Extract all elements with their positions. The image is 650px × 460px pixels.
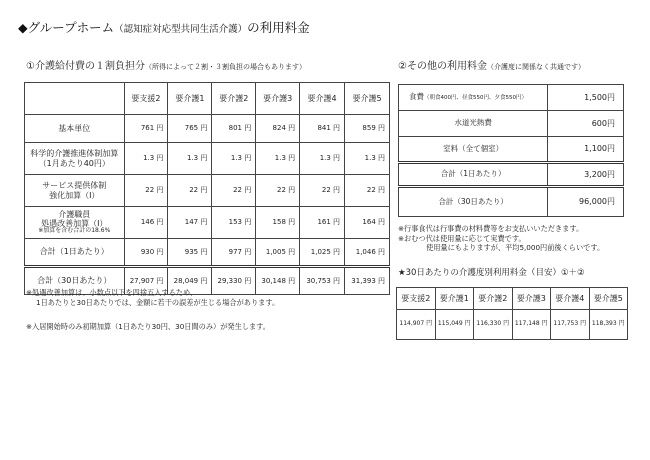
- header-cell: 要介護5: [589, 288, 628, 310]
- value-cell: 765 円: [168, 115, 212, 143]
- header-cell: 要介護3: [256, 83, 300, 115]
- row-label: 合計（1日あたり）: [399, 163, 548, 187]
- value-cell: 30,148 円: [256, 267, 300, 295]
- value-cell: 29,330 円: [212, 267, 256, 295]
- value-cell: 158 円: [256, 207, 300, 239]
- row-label: 合計（30日あたり）: [25, 267, 125, 295]
- header-cell: 要支援2: [124, 83, 168, 115]
- value-cell: 22 円: [168, 175, 212, 207]
- value-cell: 930 円: [124, 239, 168, 267]
- value-cell: 1,046 円: [345, 239, 390, 267]
- value-cell: 859 円: [345, 115, 390, 143]
- header-cell: 要介護2: [474, 288, 513, 310]
- header-cell: 要介護3: [512, 288, 551, 310]
- table-row: [399, 137, 624, 163]
- value-cell: 824 円: [256, 115, 300, 143]
- care-fee-header-row: [25, 83, 390, 115]
- value-cell: 147 円: [168, 207, 212, 239]
- row-label-block: [399, 85, 548, 111]
- row-label: サービス提供体制 強化加算（Ⅰ）: [25, 175, 125, 207]
- row-detail: （朝食400円、昼食550円、夕食550円）: [424, 95, 527, 102]
- value-cell: 1,005 円: [256, 239, 300, 267]
- row-label: 食費: [409, 92, 424, 102]
- right-notes: [398, 224, 604, 253]
- value-cell: 1,100円: [548, 137, 624, 163]
- value-cell: 1.3 円: [345, 143, 390, 175]
- row-label: 合計（30日あたり）: [399, 187, 548, 217]
- value-cell: 1.3 円: [212, 143, 256, 175]
- value-cell: 161 円: [300, 207, 345, 239]
- value-cell: 935 円: [168, 239, 212, 267]
- value-cell: 22 円: [345, 175, 390, 207]
- monthly-value-row: [397, 310, 628, 340]
- row-label: 科学的介護推進体制加算 （1月あたり40円）: [25, 143, 125, 175]
- row-label: 基本単位: [25, 115, 125, 143]
- header-cell: 要介護1: [435, 288, 474, 310]
- value-cell: 22 円: [256, 175, 300, 207]
- table-row: [25, 207, 390, 239]
- table-row: [399, 111, 624, 137]
- value-cell: 30,753 円: [300, 267, 345, 295]
- section2-label: ②その他の利用料金: [398, 61, 487, 72]
- row-label: 合計（1日あたり）: [25, 239, 125, 267]
- row-label: 介護職員 処遇改善加算（Ⅰ）: [41, 209, 108, 229]
- diamond-icon: ◆: [18, 20, 28, 35]
- value-cell: 1,500円: [548, 85, 624, 111]
- value-cell: 1.3 円: [300, 143, 345, 175]
- value-cell: 1.3 円: [124, 143, 168, 175]
- value-cell: 117,753 円: [551, 310, 590, 340]
- monthly-estimate-table: [396, 287, 628, 340]
- table-row: [399, 163, 624, 187]
- value-cell: 22 円: [212, 175, 256, 207]
- section3-heading: ★30日あたりの介護度別利用料金（目安）①＋②: [398, 268, 585, 278]
- value-cell: 146 円: [124, 207, 168, 239]
- header-cell: 要介護4: [551, 288, 590, 310]
- value-cell: 31,393 円: [345, 267, 390, 295]
- value-cell: 22 円: [124, 175, 168, 207]
- row-label-block: [25, 207, 125, 239]
- note-line: 使用量にもよりますが、平均5,000円前後くらいです。: [426, 243, 605, 253]
- care-fee-table: [24, 82, 390, 295]
- value-cell: 164 円: [345, 207, 390, 239]
- table-row: [25, 175, 390, 207]
- other-fee-table: [398, 84, 624, 217]
- note-line: ※行事食代は行事費の材料費等をお支払いいただきます。: [398, 224, 584, 233]
- section2-heading: [398, 57, 585, 72]
- header-cell: 要介護1: [168, 83, 212, 115]
- value-cell: 22 円: [300, 175, 345, 207]
- value-cell: 114,907 円: [397, 310, 436, 340]
- value-cell: 27,907 円: [124, 267, 168, 295]
- note-line: 1日あたりと30日あたりでは、金額に若干の誤差が生じる場合があります。: [36, 297, 280, 307]
- value-cell: 1.3 円: [256, 143, 300, 175]
- table-row: [399, 187, 624, 217]
- value-cell: 761 円: [124, 115, 168, 143]
- header-cell: 要介護2: [212, 83, 256, 115]
- monthly-header-row: [397, 288, 628, 310]
- value-cell: 1,025 円: [300, 239, 345, 267]
- value-cell: 115,049 円: [435, 310, 474, 340]
- value-cell: 801 円: [212, 115, 256, 143]
- table-row: [25, 239, 390, 267]
- value-cell: 600円: [548, 111, 624, 137]
- section1-note: （所得によって２割・３割負担の場合もあります）: [144, 63, 306, 71]
- value-cell: 977 円: [212, 239, 256, 267]
- value-cell: 1.3 円: [168, 143, 212, 175]
- note-line: ※処遇改善加算は、小数点以下を四捨五入するため、: [26, 288, 198, 297]
- header-cell-empty: [25, 83, 125, 115]
- section2-note: （介護度に関係なく共通です）: [486, 63, 585, 71]
- value-cell: 841 円: [300, 115, 345, 143]
- row-label: 水道光熱費: [399, 111, 548, 137]
- table-row: [25, 143, 390, 175]
- note-line: ※おむつ代は使用量に応じて実費です。: [398, 233, 526, 243]
- value-cell: 153 円: [212, 207, 256, 239]
- row-sublabel: ※加算を含む合計の18.6%: [38, 227, 111, 235]
- value-cell: 3,200円: [548, 163, 624, 187]
- title-suffix: の利用料金: [247, 20, 310, 35]
- table-row: [399, 85, 624, 111]
- value-cell: 117,148 円: [512, 310, 551, 340]
- header-cell: 要介護4: [300, 83, 345, 115]
- value-cell: 96,000円: [548, 187, 624, 217]
- value-cell: 118,393 円: [589, 310, 628, 340]
- value-cell: 28,049 円: [168, 267, 212, 295]
- value-cell: 116,330 円: [474, 310, 513, 340]
- table-row: [25, 115, 390, 143]
- section1-label: ①介護給付費の１割負担分: [26, 61, 145, 72]
- title-paren: （認知症対応型共同生活介護）: [114, 24, 248, 35]
- left-notes: [26, 288, 279, 307]
- page-title: [18, 18, 310, 36]
- header-cell: 要介護5: [345, 83, 390, 115]
- title-main: グループホーム: [27, 20, 115, 35]
- section1-heading: [26, 57, 306, 72]
- header-cell: 要支援2: [397, 288, 436, 310]
- left-note-initial: ※入居開始時のみ初期加算（1日あたり30円、30日間のみ）が発生します。: [26, 322, 270, 331]
- row-label: 室料（全て個室）: [399, 137, 548, 163]
